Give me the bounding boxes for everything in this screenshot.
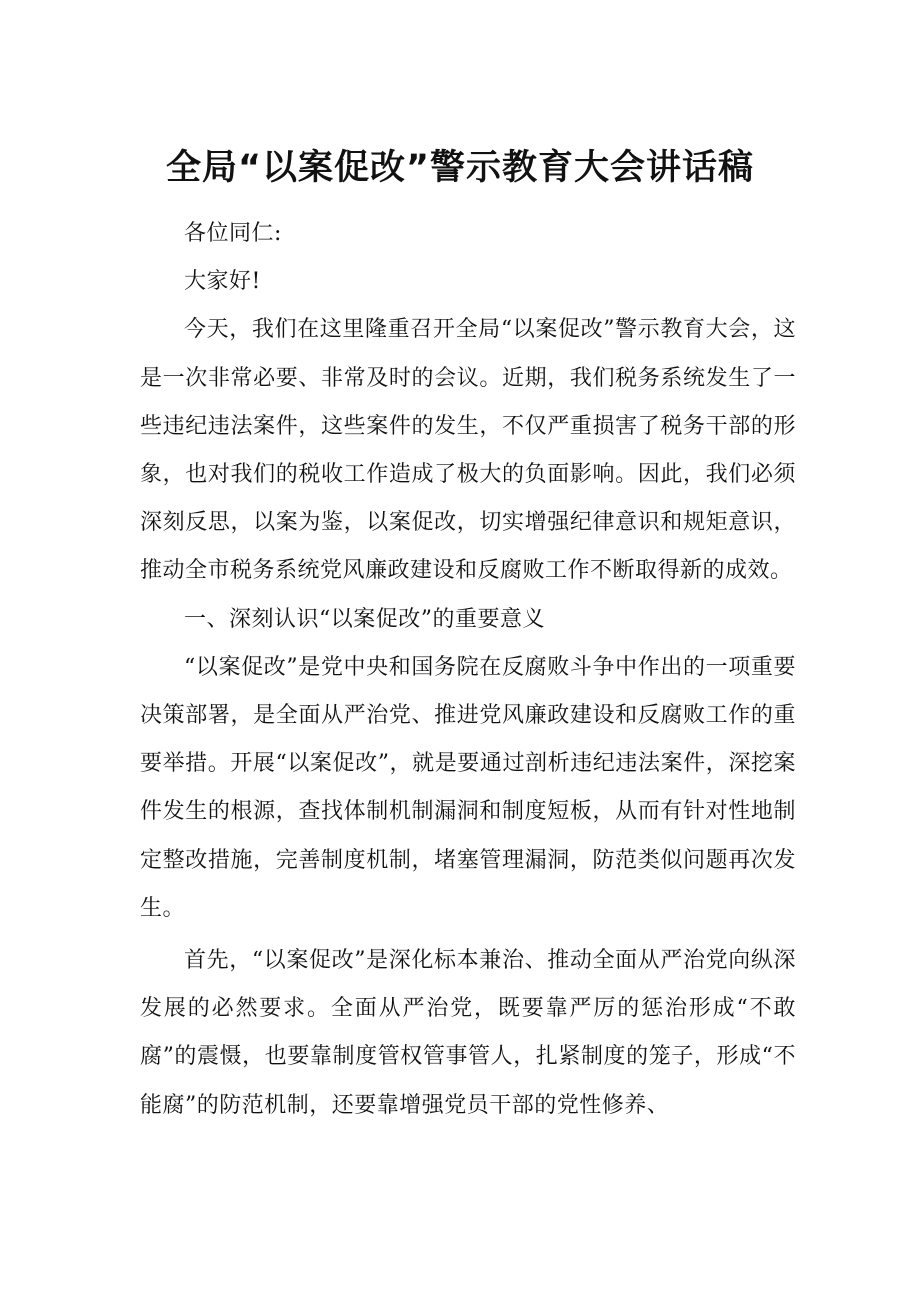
document-title: 全局“以案促改”警示教育大会讲话稿 (165, 148, 754, 188)
salutation: 各位同仁: (184, 221, 282, 246)
greeting: 大家好! (184, 269, 261, 295)
document-body (140, 210, 796, 1130)
section-heading-1: 一、深刻认识“以案促改”的重要意义 (184, 606, 545, 632)
paragraph-first-point: 首先，“以案促改”是深化标本兼治、推动全面从严治党向纵深发展的必然要求。全面从严治党，既要靠严厉的惩治形成“不敢腐”的震慑，也要靠制度管权管事管人，扎紧制度的笼子，形成“不能腐”的防范机制，还要靠增强党员干部的党性修养、 (140, 948, 796, 1118)
paragraph-opening: 今天，我们在这里隆重召开全局“以案促改”警示教育大会，这是一次非常必要、非常及时的会议。近期，我们税务系统发生了一些违纪违法案件，这些案件的发生，不仅严重损害了税务干部的形象，也对我们的税收工作造成了极大的负面影响。因此，我们必须深刻反思，以案为鉴，以案促改，切实增强纪律意识和规矩意识，推动全市税务系统党风廉政建设和反腐败工作不断取得新的成效。 (140, 317, 796, 584)
paragraph-significance: “以案促改”是党中央和国务院在反腐败斗争中作出的一项重要决策部署，是全面从严治党、推进党风廉政建设和反腐败工作的重要举措。开展“以案促改”，就是要通过剖析违纪违法案件，深挖案件发生的根源，查找体制机制漏洞和制度短板，从而有针对性地制定整改措施，完善制度机制，堵塞管理漏洞，防范类似问题再次发生。 (140, 654, 796, 921)
